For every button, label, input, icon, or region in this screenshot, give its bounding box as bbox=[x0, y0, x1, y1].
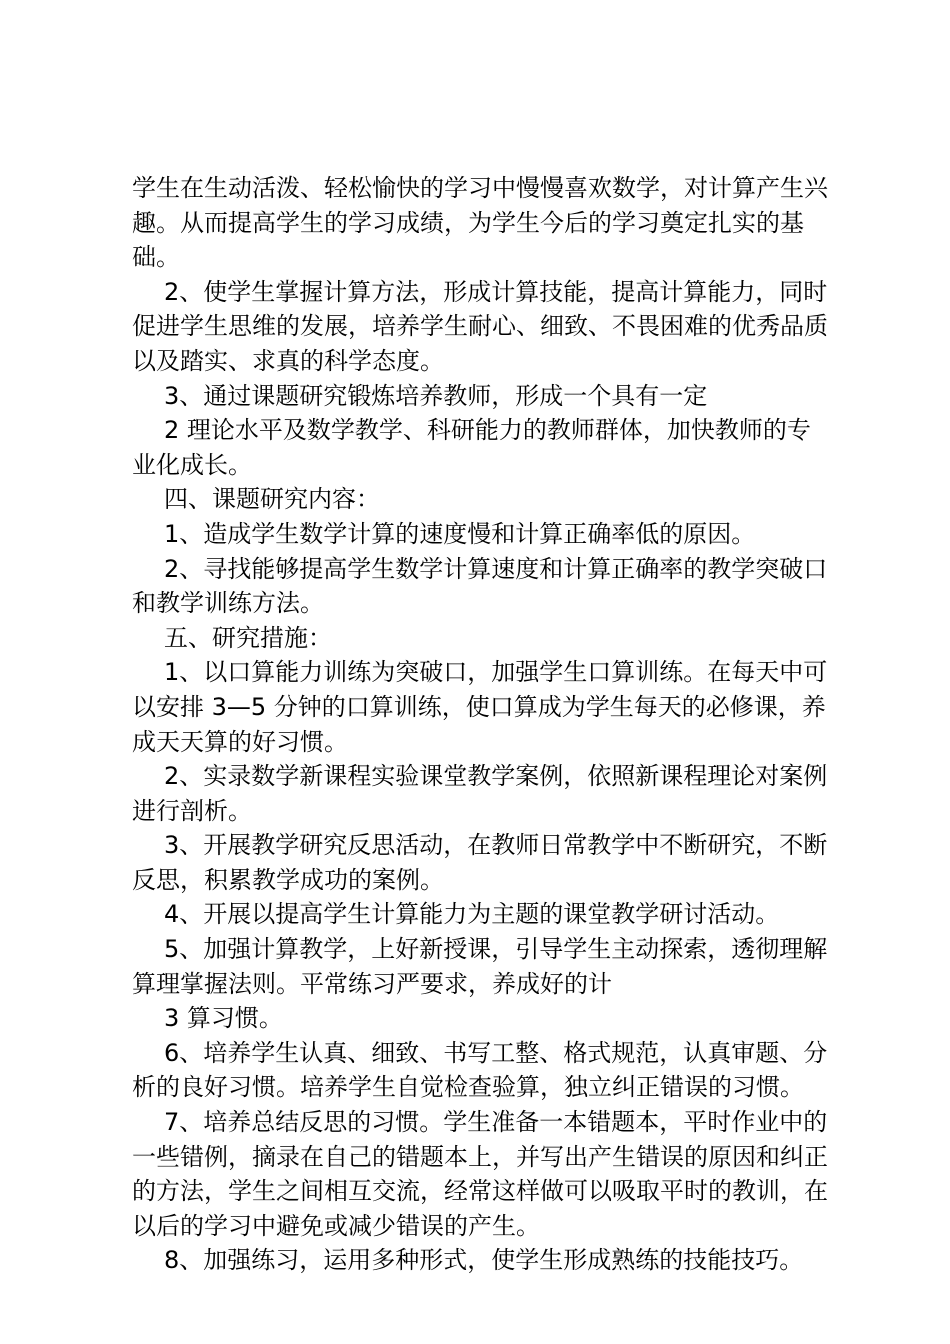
paragraph-content-2: 2、寻找能够提高学生数学计算速度和计算正确率的教学突破口和教学训练方法。 bbox=[132, 554, 828, 618]
paragraph-measure-4: 4、开展以提高学生计算能力为主题的课堂教学研讨活动。 bbox=[164, 900, 780, 929]
paragraph-goal-3: 3、通过课题研究锻炼培养教师，形成一个具有一定 bbox=[164, 381, 708, 410]
paragraph-content-1: 1、造成学生数学计算的速度慢和计算正确率低的原因。 bbox=[164, 519, 756, 548]
paragraph-measure-1: 1、以口算能力训练为突破口，加强学生口算训练。在每天中可以安排 3—5 分钟的口算训练，使口算成为学生每天的必修课，养成天天算的好习惯。 bbox=[132, 658, 828, 756]
paragraph-goal-3-continued: 2 理论水平及数学教学、科研能力的教师群体，加快教师的专业化成长。 bbox=[132, 416, 811, 479]
paragraph-goal-2: 2、使学生掌握计算方法，形成计算技能，提高计算能力，同时促进学生思维的发展，培养学生耐心、细致、不畏困难的优秀品质以及踏实、求真的科学态度。 bbox=[132, 277, 828, 375]
paragraph-measure-3: 3、开展教学研究反思活动，在教师日常教学中不断研究，不断反思，积累教学成功的案例。 bbox=[132, 831, 828, 894]
section-heading-research-measures: 五、研究措施： bbox=[164, 623, 332, 652]
paragraph-measure-8: 8、加强练习，运用多种形式，使学生形成熟练的技能技巧。 bbox=[164, 1246, 804, 1275]
paragraph-measure-7: 7、培养总结反思的习惯。学生准备一本错题本，平时作业中的一些错例，摘录在自己的错题本上，并写出产生错误的原因和纠正的方法，学生之间相互交流，经常这样做可以吸取平时的教训，在以后的学习中避免或减少错误的产生。 bbox=[132, 1108, 828, 1240]
paragraph-measure-5: 5、加强计算教学，上好新授课，引导学生主动探索，透彻理解算理掌握法则。平常练习严要求，养成好的计 bbox=[132, 935, 828, 998]
document-body bbox=[132, 171, 832, 1278]
section-heading-research-content: 四、课题研究内容： bbox=[164, 485, 380, 514]
paragraph-intro-continuation: 学生在生动活泼、轻松愉快的学习中慢慢喜欢数学，对计算产生兴趣。从而提高学生的学习成绩，为学生今后的学习奠定扎实的基础。 bbox=[132, 174, 828, 272]
paragraph-measure-2: 2、实录数学新课程实验课堂教学案例，依照新课程理论对案例进行剖析。 bbox=[132, 762, 828, 825]
paragraph-measure-6: 6、培养学生认真、细致、书写工整、格式规范，认真审题、分析的良好习惯。培养学生自觉检查验算，独立纠正错误的习惯。 bbox=[132, 1038, 828, 1102]
paragraph-measure-5-continued: 3 算习惯。 bbox=[164, 1004, 283, 1033]
